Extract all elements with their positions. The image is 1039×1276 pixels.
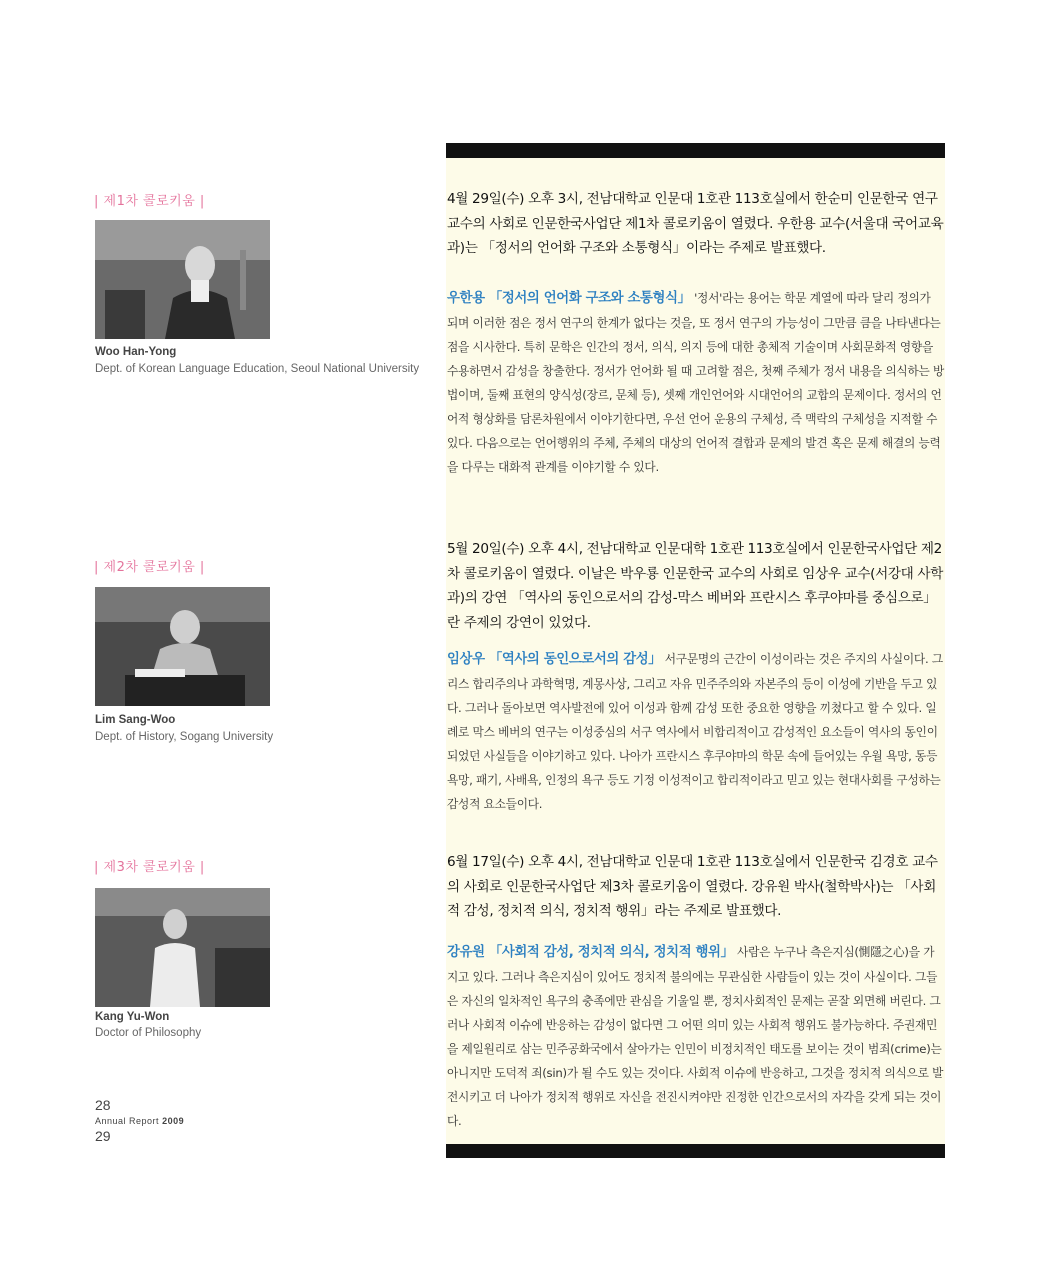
speaker-3-affiliation: Doctor of Philosophy [95,1027,202,1039]
session-2-text: 서구문명의 근간이 이성이라는 것은 주지의 사실이다. 그리스 합리주의나 과학혁명, 계몽사상, 그리고 자유 민주주의와 자본주의 등이 이성에 기반을 두고 있다. 그러나 돌아보면 역사발전에 있어 이성과 함께 감성 또한 중요한 영향을 끼쳤다고 할 수 있다. 일례로 막스 베버의 연구는 이성중심의 서구 역사에서 비합리적이고 감성적인 요소들이 역사의 동인이 되었던 사실들을 이야기하고 있다. 나아가 프란시스 후쿠야마의 학문 속에 들어있는 우월 욕망, 동등 욕망, 패기, 사배욕, 인정의 욕구 등도 기정 이성적이고 합리적이라고 믿고 있는 현대사회를 구성하는 감성적 요소들이다. [447,652,943,811]
page-number-left: 28 [95,1097,111,1113]
session-2-lead: 5월 20일(수) 오후 4시, 전남대학교 인문대학 1호관 113호실에서 인문한국사업단 제2차 콜로키움이 열렸다. 이날은 박우룡 인문한국 교수의 사회로 임상우 교수(서강대 사학과)의 강연 「역사의 동인으로서의 감성-막스 베버와 프란시스 후쿠야마를 중심으로」란 주제의 강연이 있었다. [447,541,943,631]
speaker-1-photo [95,220,270,339]
speaker-3-photo [95,888,270,1007]
session-1-highlight: 우한용 「정서의 언어화 구조와 소통형식」 [447,291,691,306]
speaker-1-name: Woo Han-Yong [95,346,177,358]
annual-report-label [95,1116,184,1126]
report-year: 2009 [162,1116,185,1126]
speaker-2-photo [95,587,270,706]
report-label-text: Annual Report [95,1116,160,1126]
bottom-divider-bar [446,1144,945,1158]
speaker-1-affiliation: Dept. of Korean Language Education, Seoul National University [95,363,420,375]
session-3-text: 사람은 누구나 측은지심(惻隱之心)을 가지고 있다. 그러나 측은지심이 있어도 정치적 불의에는 무관심한 사람들이 있는 것이 사실이다. 그들은 자신의 일차적인 욕구의 충족에만 관심을 기울일 뿐, 정치사회적인 문제는 곧잘 외면해 버린다. 그러나 사회적 이슈에 반응하는 감성이 없다면 그 어떤 의미 있는 사회적 행위도 불가능하다. 주권재민을 제일원리로 삼는 민주공화국에서 살아가는 인민이 비정치적인 태도를 보이는 것이 범죄(crime)는 아니지만 도덕적 죄(sin)가 될 수도 있는 것이다. 사회적 이슈에 반응하고, 그것을 정치적 의식으로 발전시키고 더 나아가 정치적 행위로 자신을 전진시켜야만 진정한 인간으로서의 자각을 갖게 되는 것이다. [447,945,944,1128]
session-1-lead: 4월 29일(수) 오후 3시, 전남대학교 인문대 1호관 113호실에서 한순미 인문한국 연구교수의 사회로 인문한국사업단 제1차 콜로키움이 열렸다. 우한용 교수(서울대 국어교육과)는 「정서의 언어화 구조와 소통형식」이라는 주제로 발표했다. [447,191,944,256]
speaker-2-affiliation: Dept. of History, Sogang University [95,731,274,743]
speaker-2-name: Lim Sang-Woo [95,714,176,726]
session-2-label: | 제2차 콜로키움 | [94,560,205,575]
session-1-label: | 제1차 콜로키움 | [94,194,205,209]
session-1-body [447,286,945,479]
session-2-body [447,647,945,816]
session-3-label: | 제3차 콜로키움 | [94,860,205,875]
session-1-text: '정서'라는 용어는 학문 계열에 따라 달리 정의가 되며 이러한 점은 정서 연구의 한계가 없다는 것을, 또 정서 연구의 가능성이 그만큼 큼을 나타낸다는 점을 시사한다. 특히 문학은 인간의 정서, 의식, 의지 등에 대한 총체적 기술이며 사회문화적 영향을 수용하면서 감성을 창출한다. 정서가 언어화 될 때 고려할 점은, 첫째 주체가 정서 내용을 의식하는 방법이며, 둘째 표현의 양식성(장르, 문체 등), 셋째 개인언어와 시대언어의 교합의 문제이다. 정서의 언어적 형상화를 담론차원에서 이야기한다면, 우선 언어 운용의 구체성, 즉 맥락의 구체성을 지적할 수 있다. 다음으로는 언어행위의 주체, 주체의 대상의 언어적 결합과 문제의 발견 혹은 문제 해결의 능력을 다루는 대화적 관계를 이야기할 수 있다. [447,291,945,474]
top-divider-bar [446,143,945,158]
speaker-3-name: Kang Yu-Won [95,1011,170,1023]
session-3-lead: 6월 17일(수) 오후 4시, 전남대학교 인문대 1호관 113호실에서 인문한국 김경호 교수의 사회로 인문한국사업단 제3차 콜로키움이 열렸다. 강유원 박사(철학박사)는 「사회적 감성, 정치적 의식, 정치적 행위」라는 주제로 발표했다. [447,854,938,919]
session-3-body [447,940,945,1133]
page-number-right: 29 [95,1128,111,1144]
session-3-highlight: 강유원 「사회적 감성, 정치적 의식, 정치적 행위」 [447,945,734,960]
session-2-highlight: 임상우 「역사의 동인으로서의 감성」 [447,652,662,667]
